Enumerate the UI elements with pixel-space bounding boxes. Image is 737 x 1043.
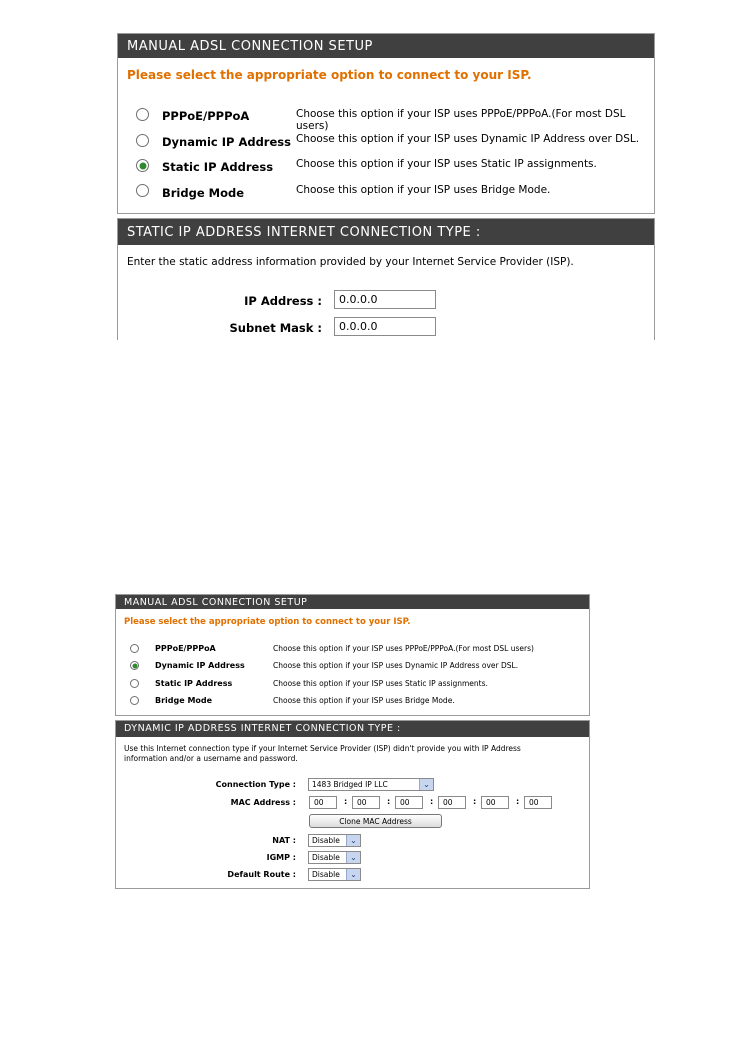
bottom-connection-intro-1: Use this Internet connection type if your Internet Service Provider (ISP) didn't provide you with IP Address <box>124 744 521 753</box>
top-option-label: Bridge Mode <box>162 186 245 200</box>
clone-mac-address-button[interactable] <box>309 814 442 828</box>
top-connection-intro: Enter the static address information provided by your Internet Service Provider (ISP). <box>127 256 574 268</box>
top-setup-header <box>118 34 654 58</box>
connection-type-select[interactable] <box>308 778 434 791</box>
mac-octet-input[interactable] <box>524 796 552 809</box>
mac-separator: : <box>516 797 520 806</box>
top-setup-title: MANUAL ADSL CONNECTION SETUP <box>127 39 373 54</box>
bottom-option-label: Dynamic IP Address <box>155 661 245 670</box>
bottom-option-label: PPPoE/PPPoA <box>155 644 216 653</box>
subnet-mask-value: 0.0.0.0 <box>339 320 378 333</box>
nat-value: Disable <box>312 836 340 845</box>
mac-octet-value: 00 <box>314 798 324 807</box>
bottom-option-desc: Choose this option if your ISP uses PPPoE/PPPoA.(For most DSL users) <box>273 644 534 653</box>
mac-octet-input[interactable] <box>481 796 509 809</box>
bottom-radio-bridge[interactable] <box>130 696 139 705</box>
chevron-down-icon: ⌄ <box>346 852 360 863</box>
connection-type-value: 1483 Bridged IP LLC <box>312 780 388 789</box>
bottom-option-label: Static IP Address <box>155 679 233 688</box>
chevron-down-icon: ⌄ <box>419 779 433 790</box>
ip-address-value: 0.0.0.0 <box>339 293 378 306</box>
top-prompt: Please select the appropriate option to connect to your ISP. <box>127 68 532 82</box>
top-radio-dynamic[interactable] <box>136 134 149 147</box>
top-setup-panel <box>117 33 655 214</box>
bottom-radio-static[interactable] <box>130 679 139 688</box>
mac-separator: : <box>344 797 348 806</box>
default-route-select[interactable] <box>308 868 361 881</box>
mac-octet-input[interactable] <box>309 796 337 809</box>
igmp-value: Disable <box>312 853 340 862</box>
bottom-radio-dynamic-selected[interactable] <box>130 661 139 670</box>
bottom-connection-intro-2: information and/or a username and password. <box>124 754 298 763</box>
mac-separator: : <box>473 797 477 806</box>
mac-octet-value: 00 <box>443 798 453 807</box>
mac-octet-value: 00 <box>529 798 539 807</box>
default-route-value: Disable <box>312 870 340 879</box>
mac-octet-value: 00 <box>357 798 367 807</box>
mac-octet-input[interactable] <box>352 796 380 809</box>
bottom-connection-title: DYNAMIC IP ADDRESS INTERNET CONNECTION TYPE : <box>124 723 401 734</box>
igmp-label: IGMP : <box>266 853 296 862</box>
bottom-option-desc: Choose this option if your ISP uses Dynamic IP Address over DSL. <box>273 661 519 670</box>
mac-octet-value: 00 <box>400 798 410 807</box>
igmp-select[interactable] <box>308 851 361 864</box>
top-option-desc: Choose this option if your ISP uses PPPoE/PPPoA.(For most DSL users) <box>296 108 626 132</box>
bottom-setup-panel <box>115 594 590 716</box>
top-connection-panel <box>117 218 655 340</box>
top-option-desc: Choose this option if your ISP uses Static IP assignments. <box>296 158 597 170</box>
subnet-mask-input[interactable] <box>334 317 436 336</box>
mac-octet-value: 00 <box>486 798 496 807</box>
bottom-radio-pppoe[interactable] <box>130 644 139 653</box>
mac-separator: : <box>430 797 434 806</box>
bottom-option-desc: Choose this option if your ISP uses Bridge Mode. <box>273 696 455 705</box>
default-route-label: Default Route : <box>227 870 296 879</box>
mac-separator: : <box>387 797 391 806</box>
bottom-option-label: Bridge Mode <box>155 696 213 705</box>
ip-address-input[interactable] <box>334 290 436 309</box>
top-connection-title: STATIC IP ADDRESS INTERNET CONNECTION TYPE : <box>127 225 481 240</box>
top-option-label: PPPoE/PPPoA <box>162 109 250 123</box>
clone-mac-address-label: Clone MAC Address <box>339 816 412 826</box>
bottom-connection-panel <box>115 720 590 889</box>
nat-select[interactable] <box>308 834 361 847</box>
bottom-setup-header <box>116 595 589 609</box>
mac-address-label: MAC Address : <box>230 798 296 807</box>
bottom-prompt: Please select the appropriate option to connect to your ISP. <box>124 617 411 627</box>
top-option-desc: Choose this option if your ISP uses Dynamic IP Address over DSL. <box>296 133 640 145</box>
bottom-connection-header <box>116 721 589 737</box>
top-radio-pppoe[interactable] <box>136 108 149 121</box>
mac-octet-input[interactable] <box>438 796 466 809</box>
bottom-option-desc: Choose this option if your ISP uses Static IP assignments. <box>273 679 488 688</box>
ip-address-label: IP Address : <box>244 294 322 308</box>
top-option-label: Static IP Address <box>162 160 274 174</box>
subnet-mask-label: Subnet Mask : <box>229 321 322 335</box>
mac-octet-input[interactable] <box>395 796 423 809</box>
bottom-setup-title: MANUAL ADSL CONNECTION SETUP <box>124 597 308 608</box>
top-option-desc: Choose this option if your ISP uses Bridge Mode. <box>296 184 551 196</box>
chevron-down-icon: ⌄ <box>346 869 360 880</box>
nat-label: NAT : <box>272 836 296 845</box>
connection-type-label: Connection Type : <box>215 780 296 789</box>
top-radio-bridge[interactable] <box>136 184 149 197</box>
top-radio-static-selected[interactable] <box>136 159 149 172</box>
top-option-label: Dynamic IP Address <box>162 135 291 149</box>
top-connection-header <box>118 219 654 245</box>
chevron-down-icon: ⌄ <box>346 835 360 846</box>
